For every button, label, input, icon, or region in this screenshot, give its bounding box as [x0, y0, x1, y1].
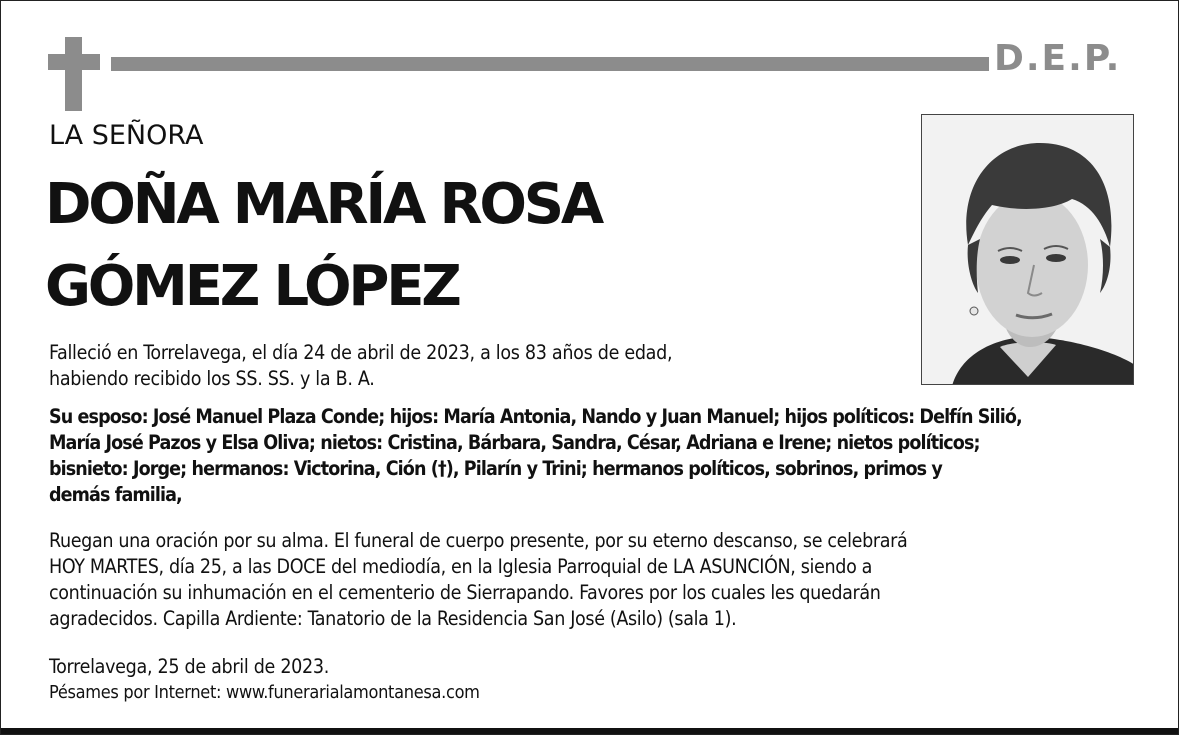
- funeral-line: HOY MARTES, día 25, a las DOCE del mediodía, en la Iglesia Parroquial de LA ASUNCIÓN, siendo a: [49, 555, 873, 578]
- closing: [49, 654, 480, 706]
- deceased-prefix: LA SEÑORA: [49, 120, 204, 151]
- death-line: Falleció en Torrelavega, el día 24 de abril de 2023, a los 83 años de edad,: [49, 341, 673, 364]
- family-line: demás familia,: [49, 483, 182, 506]
- death-line: habiendo recibido los SS. SS. y la B. A.: [49, 367, 375, 390]
- place-date: Torrelavega, 25 de abril de 2023.: [49, 655, 330, 678]
- header-rule: [111, 57, 989, 71]
- cross-icon: [48, 37, 100, 111]
- family-line: Su esposo: José Manuel Plaza Conde; hijos: María Antonia, Nando y Juan Manuel; hijos políticos: Delfín Silió,: [49, 405, 1022, 428]
- family-line: bisnieto: Jorge; hermanos: Victorina, Ción (†), Pilarín y Trini; hermanos políticos, sobrinos, primos y: [49, 457, 942, 480]
- dep-label: D.E.P.: [994, 38, 1122, 79]
- deceased-name-line-2: GÓMEZ LÓPEZ: [45, 254, 459, 319]
- footer-rule: [1, 728, 1178, 734]
- family-list: [49, 404, 1022, 508]
- death-statement: [49, 340, 672, 392]
- funeral-line: Ruegan una oración por su alma. El funeral de cuerpo presente, por su eterno descanso, se celebrará: [49, 529, 908, 552]
- funeral-line: continuación su inhumación en el cementerio de Sierrapando. Favores por los cuales les quedarán: [49, 581, 881, 604]
- funeral-details: [49, 528, 907, 632]
- condolences-link[interactable]: Pésames por Internet: www.funerarialamontanesa.com: [49, 682, 480, 703]
- deceased-portrait: [921, 114, 1134, 385]
- deceased-name-line-1: DOÑA MARÍA ROSA: [45, 172, 602, 237]
- family-line: María José Pazos y Elsa Oliva; nietos: Cristina, Bárbara, Sandra, César, Adriana e Irene; nietos políticos;: [49, 431, 980, 454]
- funeral-line: agradecidos. Capilla Ardiente: Tanatorio de la Residencia San José (Asilo) (sala 1).: [49, 607, 737, 630]
